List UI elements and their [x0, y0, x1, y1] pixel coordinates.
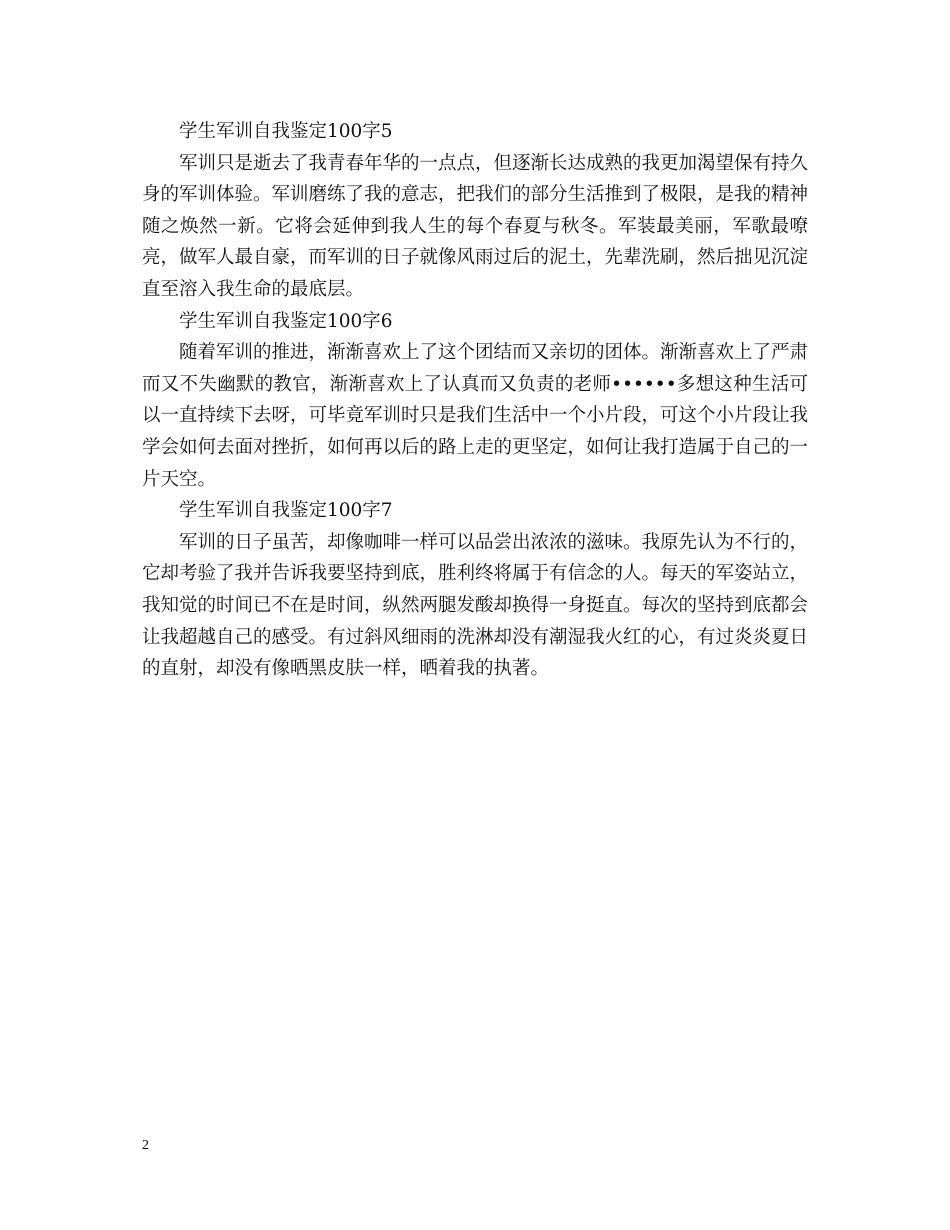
page-number: 2	[142, 1138, 149, 1153]
section-paragraph-6: 随着军训的推进，渐渐喜欢上了这个团结而又亲切的团体。渐渐喜欢上了严肃而又不失幽默的教官，渐渐喜欢上了认真而又负责的老师••••••多想这种生活可以一直持续下去呀，可毕竟军训时只是我们生活中一个小片段，可这个小片段让我学会如何去面对挫折，如何再以后的路上走的更坚定，如何让我打造属于自己的一片天空。	[142, 342, 809, 490]
section-heading-7: 学生军训自我鉴定100字7	[179, 500, 393, 522]
section-heading-5: 学生军训自我鉴定100字5	[179, 121, 393, 142]
document-body	[142, 116, 808, 685]
section-paragraph-5: 军训只是逝去了我青春年华的一点点，但逐渐长达成熟的我更加渴望保有持久身的军训体验。军训磨练了我的意志，把我们的部分生活推到了极限，是我的精神随之焕然一新。它将会延伸到我人生的每个春夏与秋冬。军装最美丽，军歌最嘹亮，做军人最自豪，而军训的日子就像风雨过后的泥土，先辈洗刷，然后拙见沉淀直至溶入我生命的最底层。	[142, 152, 809, 300]
section-heading-6: 学生军训自我鉴定100字6	[179, 310, 393, 332]
section-paragraph-7: 军训的日子虽苦，却像咖啡一样可以品尝出浓浓的滋味。我原先认为不行的，它却考验了我并告诉我要坚持到底，胜利终将属于有信念的人。每天的军姿站立，我知觉的时间已不在是时间，纵然两腿发酸却换得一身挺直。每次的坚持到底都会让我超越自己的感受。有过斜风细雨的洗淋却没有潮湿我火红的心，有过炎炎夏日的直射，却没有像晒黑皮肤一样，晒着我的执著。	[142, 531, 809, 680]
